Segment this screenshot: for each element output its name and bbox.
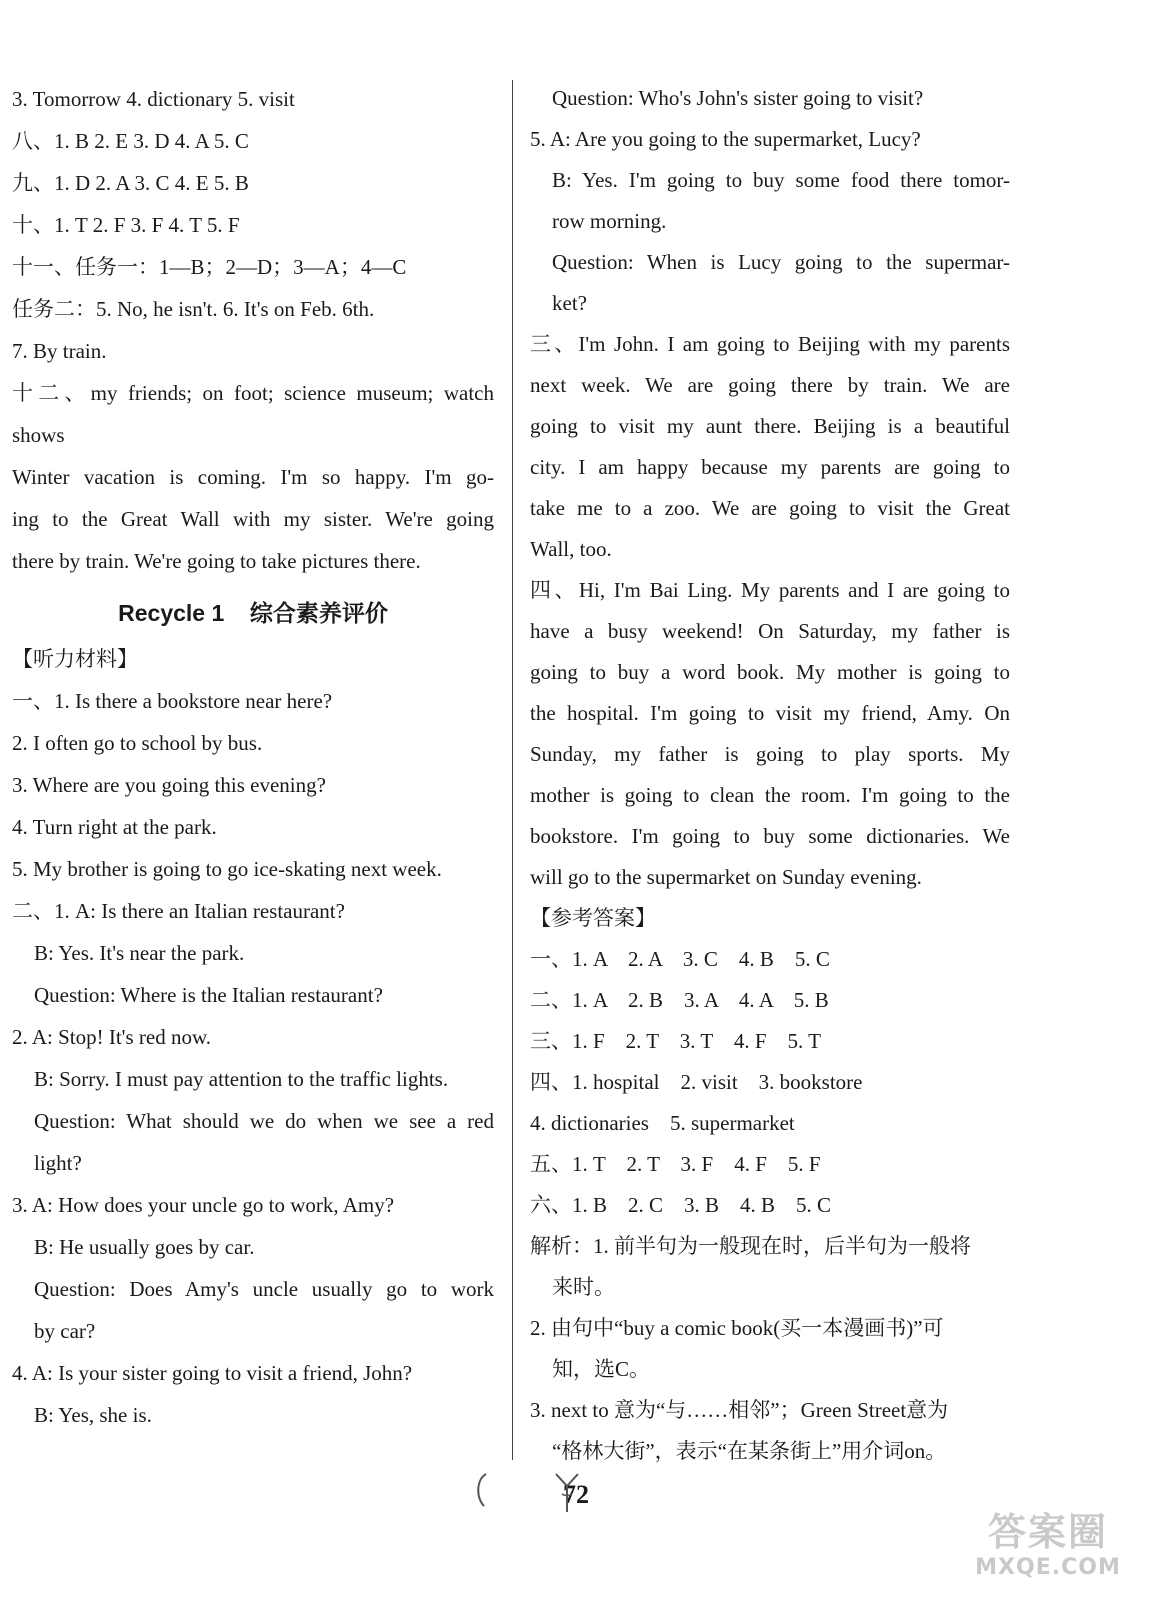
- listening-line: 二、1. A: Is there an Italian restaurant?: [12, 899, 345, 923]
- paragraph-line: bookstore. I'm going to buy some dictionaries. We: [530, 824, 1010, 848]
- paragraph-line: 三、I'm John. I am going to Beijing with my parents: [530, 332, 1010, 356]
- answer-line: 三、1. F 2. T 3. T 4. F 5. T: [530, 1029, 821, 1053]
- paragraph-line: Winter vacation is coming. I'm so happy. I'm go-: [12, 465, 494, 489]
- paragraph-line: take me to a zoo. We are going to visit the Great: [530, 496, 1010, 520]
- answer-line: 九、1. D 2. A 3. C 4. E 5. B: [12, 171, 249, 195]
- paragraph-line: going to buy a word book. My mother is going to: [530, 660, 1010, 684]
- explanation-line: 3. next to 意为“与……相邻”；Green Street意为: [530, 1398, 949, 1422]
- right-ornament-icon: [552, 1470, 582, 1514]
- explanation-line: 解析：1. 前半句为一般现在时，后半句为一般将: [530, 1234, 971, 1258]
- paragraph-line: have a busy weekend! On Saturday, my father is: [530, 619, 1010, 643]
- answer-line: 六、1. B 2. C 3. B 4. B 5. C: [530, 1193, 832, 1217]
- listening-line: Question: What should we do when we see a red: [34, 1109, 494, 1133]
- answer-line: 十、1. T 2. F 3. F 4. T 5. F: [12, 213, 240, 237]
- answer-line: 二、1. A 2. B 3. A 4. A 5. B: [530, 988, 829, 1012]
- watermark-logo: [958, 1510, 1138, 1590]
- listening-line: 5. A: Are you going to the supermarket, Lucy?: [530, 127, 921, 151]
- paragraph-line: 四、Hi, I'm Bai Ling. My parents and I are going to: [530, 578, 1010, 602]
- paragraph-line: going to visit my aunt there. Beijing is a beautiful: [530, 414, 1010, 438]
- listening-line: Question: Does Amy's uncle usually go to work: [34, 1277, 494, 1301]
- listening-line: by car?: [34, 1319, 96, 1343]
- listening-line: B: Sorry. I must pay attention to the traffic lights.: [34, 1067, 449, 1091]
- paragraph-line: city. I am happy because my parents are going to: [530, 455, 1010, 479]
- answer-line: 一、1. A 2. A 3. C 4. B 5. C: [530, 947, 830, 971]
- answer-line: 十一、任务一：1—B；2—D；3—A；4—C: [12, 255, 407, 279]
- column-divider: [512, 80, 513, 1460]
- explanation-line: 知，选C。: [552, 1357, 651, 1381]
- answer-line: 4. dictionaries 5. supermarket: [530, 1111, 795, 1135]
- paragraph-line: will go to the supermarket on Sunday evening.: [530, 865, 922, 889]
- left-column: [12, 78, 494, 1436]
- listening-line: B: He usually goes by car.: [34, 1235, 255, 1259]
- paragraph-line: mother is going to clean the room. I'm going to the: [530, 783, 1010, 807]
- listening-line: B: Yes. It's near the park.: [34, 941, 245, 965]
- answer-line: 3. Tomorrow 4. dictionary 5. visit: [12, 87, 295, 111]
- page-number: 72: [563, 1480, 589, 1509]
- paragraph-line: there by train. We're going to take pictures there.: [12, 549, 421, 573]
- listening-line: B: Yes, she is.: [34, 1403, 152, 1427]
- right-column: [530, 78, 1010, 1472]
- listening-line: Question: When is Lucy going to the supermar-: [552, 250, 1010, 274]
- section-label: 【参考答案】: [530, 906, 656, 930]
- listening-line: light?: [34, 1151, 82, 1175]
- explanation-line: 2. 由句中“buy a comic book(买一本漫画书)”可: [530, 1316, 944, 1340]
- listening-line: Question: Who's John's sister going to visit?: [552, 86, 924, 110]
- answer-line: shows: [12, 423, 65, 447]
- section-title: Recycle 1 综合素养评价: [118, 600, 388, 626]
- watermark-url: MXQE.COM: [975, 1555, 1121, 1580]
- listening-line: 2. I often go to school by bus.: [12, 731, 263, 755]
- watermark-text: 答案圈: [987, 1510, 1108, 1554]
- listening-line: 4. Turn right at the park.: [12, 815, 217, 839]
- paragraph-line: Wall, too.: [530, 537, 612, 561]
- answer-line: 四、1. hospital 2. visit 3. bookstore: [530, 1070, 863, 1094]
- paragraph-line: ing to the Great Wall with my sister. We're going: [12, 507, 494, 531]
- listening-line: row morning.: [552, 209, 667, 233]
- listening-line: 4. A: Is your sister going to visit a friend, John?: [12, 1361, 413, 1385]
- listening-line: ket?: [552, 291, 587, 315]
- listening-line: Question: Where is the Italian restaurant?: [34, 983, 383, 1007]
- paragraph-line: the hospital. I'm going to visit my friend, Amy. On: [530, 701, 1010, 725]
- answer-line: 十二、my friends; on foot; science museum; watch: [12, 381, 494, 405]
- listening-line: 3. Where are you going this evening?: [12, 773, 326, 797]
- answer-line: 五、1. T 2. T 3. F 4. F 5. F: [530, 1152, 821, 1176]
- section-label: 【听力材料】: [12, 647, 138, 671]
- answer-line: 7. By train.: [12, 339, 107, 363]
- listening-line: 3. A: How does your uncle go to work, Amy?: [12, 1193, 395, 1217]
- explanation-line: “格林大街”，表示“在某条街上”用介词on。: [552, 1439, 947, 1463]
- listening-line: 5. My brother is going to go ice-skating next week.: [12, 857, 442, 881]
- listening-line: 2. A: Stop! It's red now.: [12, 1025, 211, 1049]
- paragraph-line: next week. We are going there by train. We are: [530, 373, 1010, 397]
- paragraph-line: Sunday, my father is going to play sports. My: [530, 742, 1010, 766]
- listening-line: B: Yes. I'm going to buy some food there tomor-: [552, 168, 1010, 192]
- answer-line: 八、1. B 2. E 3. D 4. A 5. C: [12, 129, 249, 153]
- explanation-line: 来时。: [552, 1275, 615, 1299]
- answer-line: 任务二：5. No, he isn't. 6. It's on Feb. 6th.: [12, 297, 375, 321]
- listening-line: 一、1. Is there a bookstore near here?: [12, 689, 333, 713]
